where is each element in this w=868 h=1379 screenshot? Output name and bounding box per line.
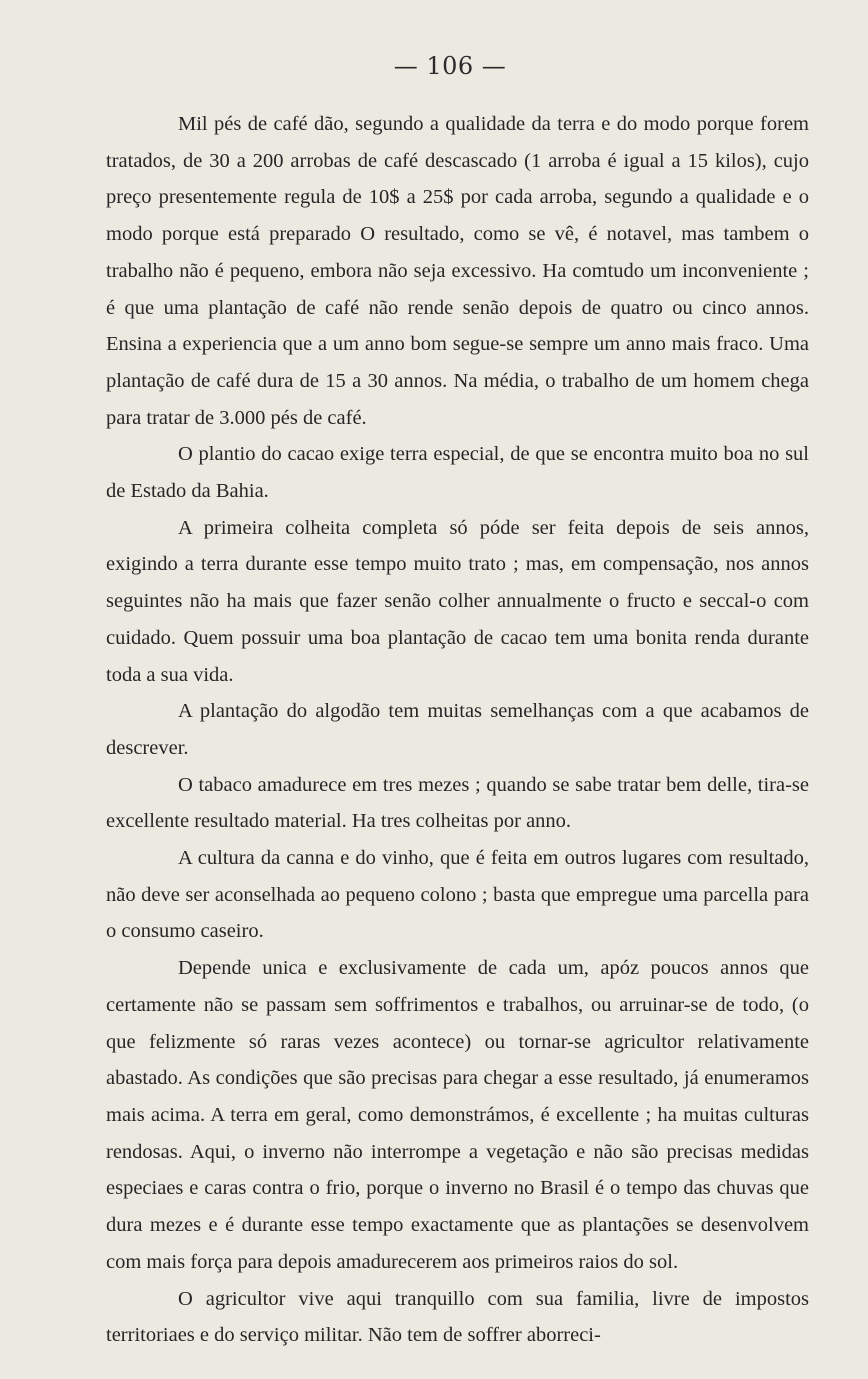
paragraph-tobacco: O tabaco amadurece em tres mezes ; quando se sabe tratar bem delle, tira-se excellente resultado material. Ha tres colheitas por anno. [106,773,809,833]
paragraph-cacao-harvest: A primeira colheita completa só póde ser feita depois de seis annos, exigindo a terra durante esse tempo muito trato ; mas, em compensação, nos annos seguintes não ha mais que fazer senão colher annualmente o fructo e seccal-o com cuidado. Quem possuir uma boa plantação de cacao tem uma bonita renda durante toda a sua vida. [106,516,809,686]
paragraph-cane-wine: A cultura da canna e do vinho, que é feita em outros lugares com resultado, não deve ser aconselhada ao pequeno colono ; basta que empregue uma parcella para o consumo caseiro. [106,847,809,943]
paragraph-cacao: O plantio do cacao exige terra especial, de que se encontra muito boa no sul de Estado da Bahia. [106,443,809,503]
body-text [106,106,809,1354]
paragraph-farmer-life: O agricultor vive aqui tranquillo com sua familia, livre de impostos territoriaes e do serviço militar. Não tem de soffrer aborreci- [106,1287,809,1347]
page-number: — 106 — [393,52,507,80]
paragraph-coffee: Mil pés de café dão, segundo a qualidade da terra e do modo porque forem tratados, de 30 a 200 arrobas de café descascado (1 arroba é igual a 15 kilos), cujo preço presentemente regula de 10$ a 25$ por cada arroba, segundo a qualidade e o modo porque está preparado O resultado, como se vê, é notavel, mas tambem o trabalho não é pequeno, embora não seja excessivo. Ha comtudo um inconveniente ; é que uma plantação de café não rende senão depois de quatro ou cinco annos. Ensina a experiencia que a um anno bom segue-se sempre um anno mais fraco. Uma plantação de café dura de 15 a 30 annos. Na média, o trabalho de um homem chega para tratar de 3.000 pés de café. [106,113,809,429]
paragraph-cotton: A plantação do algodão tem muitas semelhanças com a que acabamos de descrever. [106,700,809,759]
paragraph-conditions: Depende unica e exclusivamente de cada um, apóz poucos annos que certamente não se passam sem soffrimentos e trabalhos, ou arruinar-se de todo, (o que felizmente só raras vezes acontece) ou tornar-se agricultor relativamente abastado. As condições que são precisas para chegar a esse resultado, já enumeramos mais acima. A terra em geral, como demonstrámos, é excellente ; ha muitas culturas rendosas. Aqui, o inverno não interrompe a vegetação e não são precisas medidas especiaes e caras contra o frio, porque o inverno no Brasil é o tempo das chuvas que dura mezes e é durante esse tempo exactamente que as plantações se desenvolvem com mais força para depois amadurecerem aos primeiros raios do sol. [106,957,809,1273]
